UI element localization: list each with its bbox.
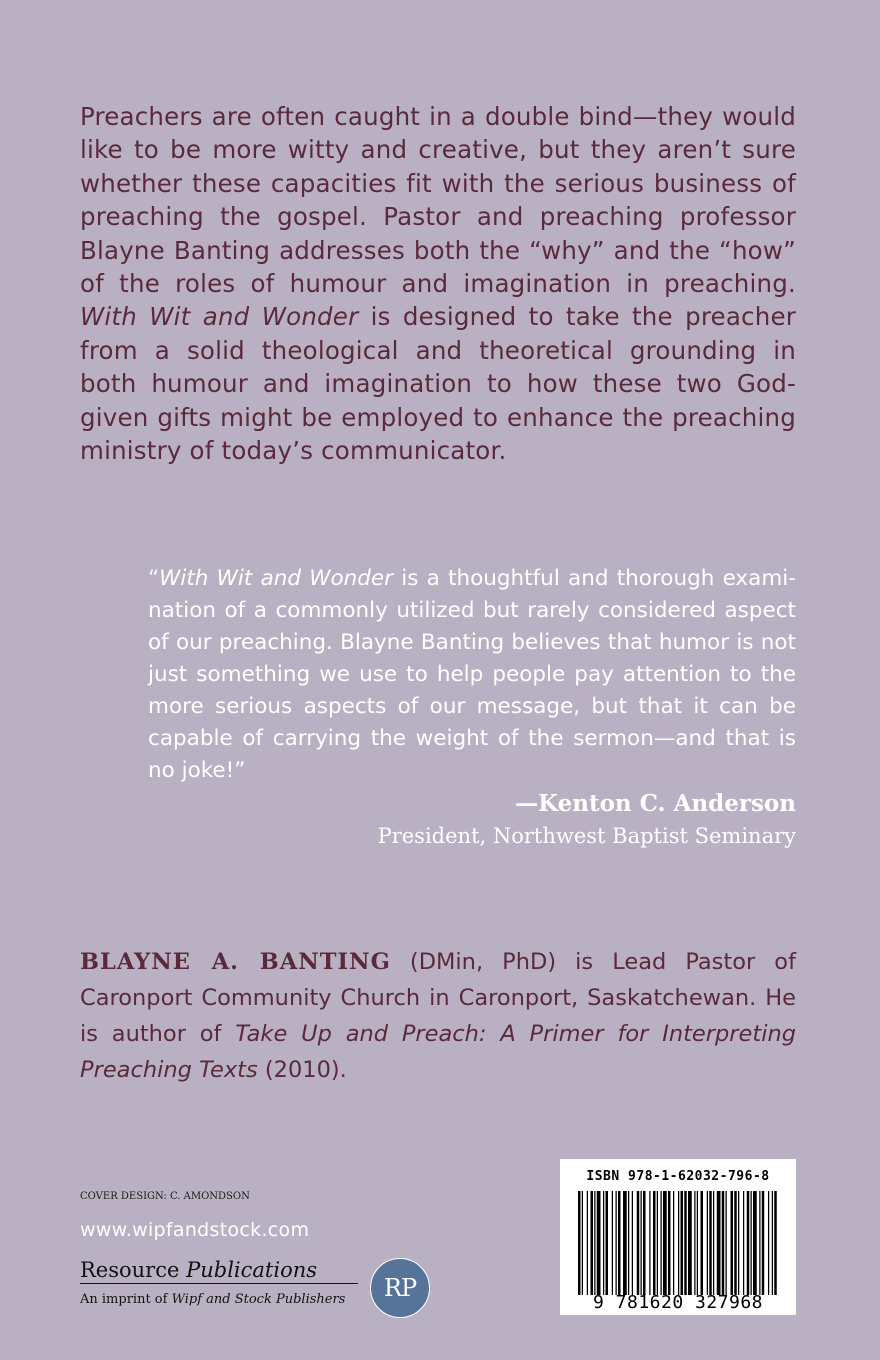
blurb-text-part1: Preachers are often caught in a double bind—they would like to be more witty and creative, but they aren’t sure whether these capacities fit with the serious business of preaching the gospel. Pastor and preaching professor Blayne Banting addresses both the “why” and the “how” of the roles of humour and imagination in preaching.: [80, 102, 796, 299]
barcode-bar: [653, 1191, 656, 1295]
barcode-bar: [606, 1191, 609, 1295]
barcode-bar: [768, 1191, 769, 1295]
barcode-bar: [678, 1191, 679, 1295]
barcode-bar: [587, 1191, 588, 1295]
barcode-bar: [628, 1191, 629, 1295]
barcode-bar: [582, 1191, 583, 1295]
barcode-bar: [591, 1191, 594, 1295]
barcode-bar: [637, 1191, 640, 1295]
barcode-bar: [597, 1191, 601, 1295]
barcode-bar: [747, 1191, 750, 1295]
barcode-bar: [643, 1191, 646, 1295]
barcode-bar: [772, 1191, 773, 1295]
barcode-bar: [688, 1191, 692, 1295]
endorser-role: President, Northwest Baptist Seminary: [377, 824, 796, 848]
barcode-bar: [603, 1191, 604, 1295]
author-bio: [80, 944, 796, 1088]
barcode-bar: [707, 1191, 708, 1295]
barcode-bar: [673, 1191, 674, 1295]
barcode-bar: [701, 1191, 704, 1295]
barcode-bar: [717, 1191, 721, 1295]
endorser-name: —Kenton C. Anderson: [515, 790, 796, 817]
barcode-bar: [623, 1191, 627, 1295]
bio-text-2: (2010).: [257, 1057, 347, 1083]
barcode-bar: [722, 1191, 725, 1295]
barcode-bar: [661, 1191, 662, 1295]
barcode-bar: [657, 1191, 658, 1295]
barcode-bar: [681, 1191, 684, 1295]
endorsement-quote: [148, 563, 796, 787]
imprint-prefix: An imprint of: [80, 1292, 168, 1307]
barcode-bar: [663, 1191, 667, 1295]
barcode-bar: [713, 1191, 714, 1295]
barcode-bar: [641, 1191, 642, 1295]
quote-open-mark: “: [148, 566, 160, 591]
barcode-bar: [697, 1191, 698, 1295]
cover-design-credit: COVER DESIGN: C. AMONDSON: [80, 1191, 250, 1202]
barcode-bar: [759, 1191, 760, 1295]
imprint-name: Wipf and Stock Publishers: [171, 1292, 346, 1307]
barcode-bar: [734, 1191, 737, 1295]
barcode-bar: [774, 1191, 777, 1295]
barcode-bar: [726, 1191, 727, 1295]
rp-logo-icon: RP: [370, 1258, 430, 1318]
barcode-bar: [709, 1191, 712, 1295]
barcode-bar: [743, 1191, 744, 1295]
barcode-bar: [753, 1191, 757, 1295]
barcode-bar: [594, 1191, 595, 1295]
barcode-bar: [738, 1191, 739, 1295]
barcode-bar: [578, 1191, 581, 1295]
isbn-barcode: [560, 1159, 796, 1315]
bio-book-title: Take Up and Preach: A Primer for Interpreting Preaching Texts: [80, 1021, 796, 1083]
publisher-name-regular: Resource: [80, 1258, 180, 1282]
barcode-bars-icon: [578, 1191, 778, 1295]
barcode-bar: [649, 1191, 650, 1295]
blurb-book-title: With Wit and Wonder: [80, 302, 359, 332]
barcode-bar: [618, 1191, 621, 1295]
isbn-digits: 9 781620 327968: [592, 1292, 764, 1313]
barcode-bar: [731, 1191, 734, 1295]
barcode-bar: [668, 1191, 671, 1295]
barcode-bar: [751, 1191, 752, 1295]
quote-book-title: With Wit and Wonder: [159, 566, 394, 591]
barcode-bar: [616, 1191, 617, 1295]
barcode-bar: [684, 1191, 687, 1295]
barcode-bar: [762, 1191, 765, 1295]
bio-text-1: (DMin, PhD) is Lead Pastor of Caronport Community Church in Caronport, Saskatchewan. He is author of: [80, 949, 796, 1047]
publisher-name-italic: Publications: [186, 1258, 318, 1282]
barcode-bar: [632, 1191, 633, 1295]
back-cover-blurb: [80, 100, 796, 467]
barcode-bar: [612, 1191, 613, 1295]
publisher-imprint: [80, 1292, 345, 1307]
author-name: BLAYNE A. BANTING: [80, 949, 391, 975]
quote-text: is a thoughtful and thorough examination of a commonly utilized but rarely considered aspect of our preaching. Blayne Banting believes that humor is not just something we use to help people pay attention to the more serious aspects of our message, but that it can be capable of carrying the weight of the sermon—and that is no joke!”: [148, 566, 797, 783]
blurb-text-part2: is designed to take the preacher from a solid theological and theoretical grounding in both humour and imagination to how these two God-given gifts might be employed to enhance the preaching ministry of today’s communicator.: [80, 302, 796, 466]
barcode-bar: [694, 1191, 695, 1295]
publisher-name: [80, 1258, 358, 1284]
isbn-label: ISBN 978-1-62032-796-8: [586, 1169, 770, 1184]
publisher-website: www.wipfandstock.com: [80, 1219, 310, 1241]
